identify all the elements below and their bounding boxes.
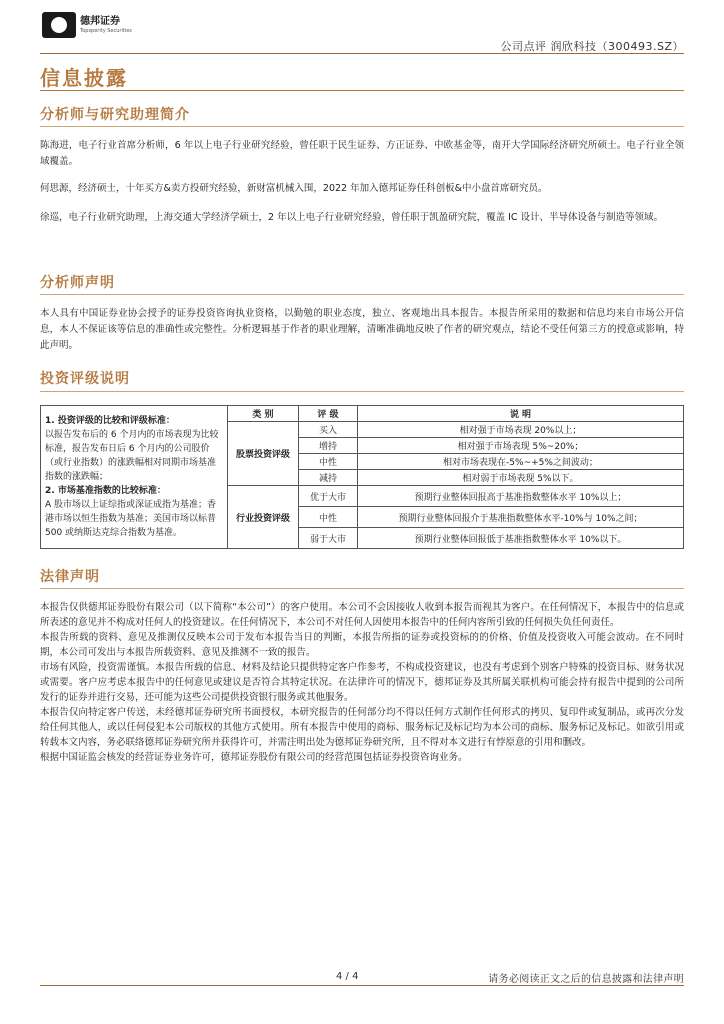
legal-paragraph-1: 本报告仅供德邦证券股份有限公司（以下简称“本公司”）的客户使用。本公司不会因接收人收到本报告而视其为客户。在任何情况下，本报告中的信息或所表述的意见并不构成对任何人的投资建议。在任何情况下，本公司不对任何人因使用本报告中的任何内容所引致的任何损失负任何责任。 <box>40 602 684 628</box>
rating-label: 优于大市 <box>299 486 358 507</box>
header-divider <box>40 53 684 54</box>
logo-english-name: Topsperity Securities <box>80 27 132 34</box>
analyst-bio-2: 何思源，经济硕士，十年买方&卖方投研究经验，新财富机械入围，2022 年加入德邦证券任科创板&中小盘首席研究员。 <box>40 183 548 194</box>
rating-desc: 预期行业整体回报介于基准指数整体水平-10%与 10%之间； <box>358 507 684 528</box>
rating-desc: 相对市场表现在-5%~+5%之间波动； <box>358 454 684 470</box>
logo-chinese-name: 德邦证券 <box>80 15 120 27</box>
rating-label: 弱于大市 <box>299 528 358 549</box>
rating-desc: 预期行业整体回报低于基准指数整体水平 10%以下。 <box>358 528 684 549</box>
rating-desc: 预期行业整体回报高于基准指数整体水平 10%以上； <box>358 486 684 507</box>
rating-desc: 相对强于市场表现 20%以上； <box>358 422 684 438</box>
industry-rating-category: 行业投资评级 <box>228 486 299 549</box>
rating-divider <box>40 391 684 392</box>
footer-note: 请务必阅读正文之后的信息披露和法律声明 <box>488 974 684 985</box>
page-number: 4 / 4 <box>336 971 359 982</box>
legal-paragraph-3: 市场有风险，投资需谨慎。本报告所载的信息、材料及结论只提供特定客户作参考，不构成投资建议，也没有考虑到个别客户特殊的投资目标、财务状况或需要。客户应考虑本报告中的任何意见或建议是否符合其特定状况。在法律许可的情况下，德邦证券及其所属关联机构可能会持有报告中提到的公司所发行的证券并进行交易，还可能为这些公司提供投资银行服务或其他服务。 <box>40 662 684 703</box>
page-title: 信息披露 <box>40 66 128 90</box>
rating-table <box>40 405 684 549</box>
legal-text <box>40 600 684 765</box>
criteria-title-1: 1. 投资评级的比较和评级标准： <box>45 416 175 426</box>
analyst-bio-3: 徐巡，电子行业研究助理，上海交通大学经济学硕士，2 年以上电子行业研究经验，曾任职于凯盈研究院，覆盖 IC 设计、半导体设备与制造等领域。 <box>40 212 664 223</box>
rating-label: 中性 <box>299 507 358 528</box>
statement-text: 本人具有中国证券业协会授予的证券投资咨询执业资格，以勤勉的职业态度，独立、客观地出具本报告。本报告所采用的数据和信息均来自市场公开信息，本人不保证该等信息的准确性或完整性。分析逻辑基于作者的职业理解，清晰准确地反映了作者的研究观点，结论不受任何第三方的授意或影响，特此声明。 <box>40 308 684 351</box>
criteria-text-2: A 股市场以上证综指或深证成指为基准；香港市场以恒生指数为基准；美国市场以标普 500 或纳斯达克综合指数为基准。 <box>45 500 217 538</box>
rating-desc: 相对弱于市场表现 5%以下。 <box>358 470 684 486</box>
rating-heading: 投资评级说明 <box>40 371 130 387</box>
legal-paragraph-2: 本报告所载的资料、意见及推测仅反映本公司于发布本报告当日的判断，本报告所指的证券或投资标的的价格、价值及投资收入可能会波动。在不同时期，本公司可发出与本报告所载资料、意见及推测不一致的报告。 <box>40 632 684 658</box>
statement-divider <box>40 294 684 295</box>
rating-criteria-cell <box>41 406 228 549</box>
report-info: 公司点评 润欣科技（300493.SZ） <box>500 40 684 53</box>
footer-divider <box>40 985 684 986</box>
rating-desc: 相对强于市场表现 5%~20%； <box>358 438 684 454</box>
rating-label: 减持 <box>299 470 358 486</box>
logo-emblem-icon <box>42 12 76 38</box>
title-divider <box>40 90 684 91</box>
legal-divider <box>40 588 684 589</box>
legal-heading: 法律声明 <box>40 569 100 585</box>
col-header-rating: 评 级 <box>299 406 358 422</box>
legal-paragraph-4: 本报告仅向特定客户传送，未经德邦证券研究所书面授权，本研究报告的任何部分均不得以任何方式制作任何形式的拷贝、复印件或复制品，或再次分发给任何其他人，或以任何侵犯本公司版权的其他方式使用。所有本报告中使用的商标、服务标记及标记均为本公司的商标、服务标记及标记。如欲引用或转载本文内容，务必联络德邦证券研究所并获得许可，并需注明出处为德邦证券研究所，且不得对本文进行有悖原意的引用和删改。 <box>40 707 684 748</box>
rating-label: 买入 <box>299 422 358 438</box>
rating-label: 增持 <box>299 438 358 454</box>
stock-rating-category: 股票投资评级 <box>228 422 299 486</box>
statement-heading: 分析师声明 <box>40 275 115 291</box>
analysts-divider <box>40 126 684 127</box>
rating-label: 中性 <box>299 454 358 470</box>
criteria-title-2: 2. 市场基准指数的比较标准： <box>45 486 166 496</box>
company-logo <box>42 12 132 38</box>
analysts-heading: 分析师与研究助理简介 <box>40 107 190 123</box>
col-header-category: 类 别 <box>228 406 299 422</box>
col-header-desc: 说 明 <box>358 406 684 422</box>
criteria-text-1: 以报告发布后的 6 个月内的市场表现为比较标准，报告发布日后 6 个月内的公司股价（或行业指数）的涨跌幅相对同期市场基准指数的涨跌幅； <box>45 430 219 482</box>
analyst-bio-1: 陈海进，电子行业首席分析师，6 年以上电子行业研究经验，曾任职于民生证券、方正证券、中欧基金等，南开大学国际经济研究所硕士。电子行业全领域覆盖。 <box>40 140 684 167</box>
legal-paragraph-5: 根据中国证监会核发的经营证券业务许可，德邦证券股份有限公司的经营范围包括证券投资咨询业务。 <box>40 752 468 763</box>
